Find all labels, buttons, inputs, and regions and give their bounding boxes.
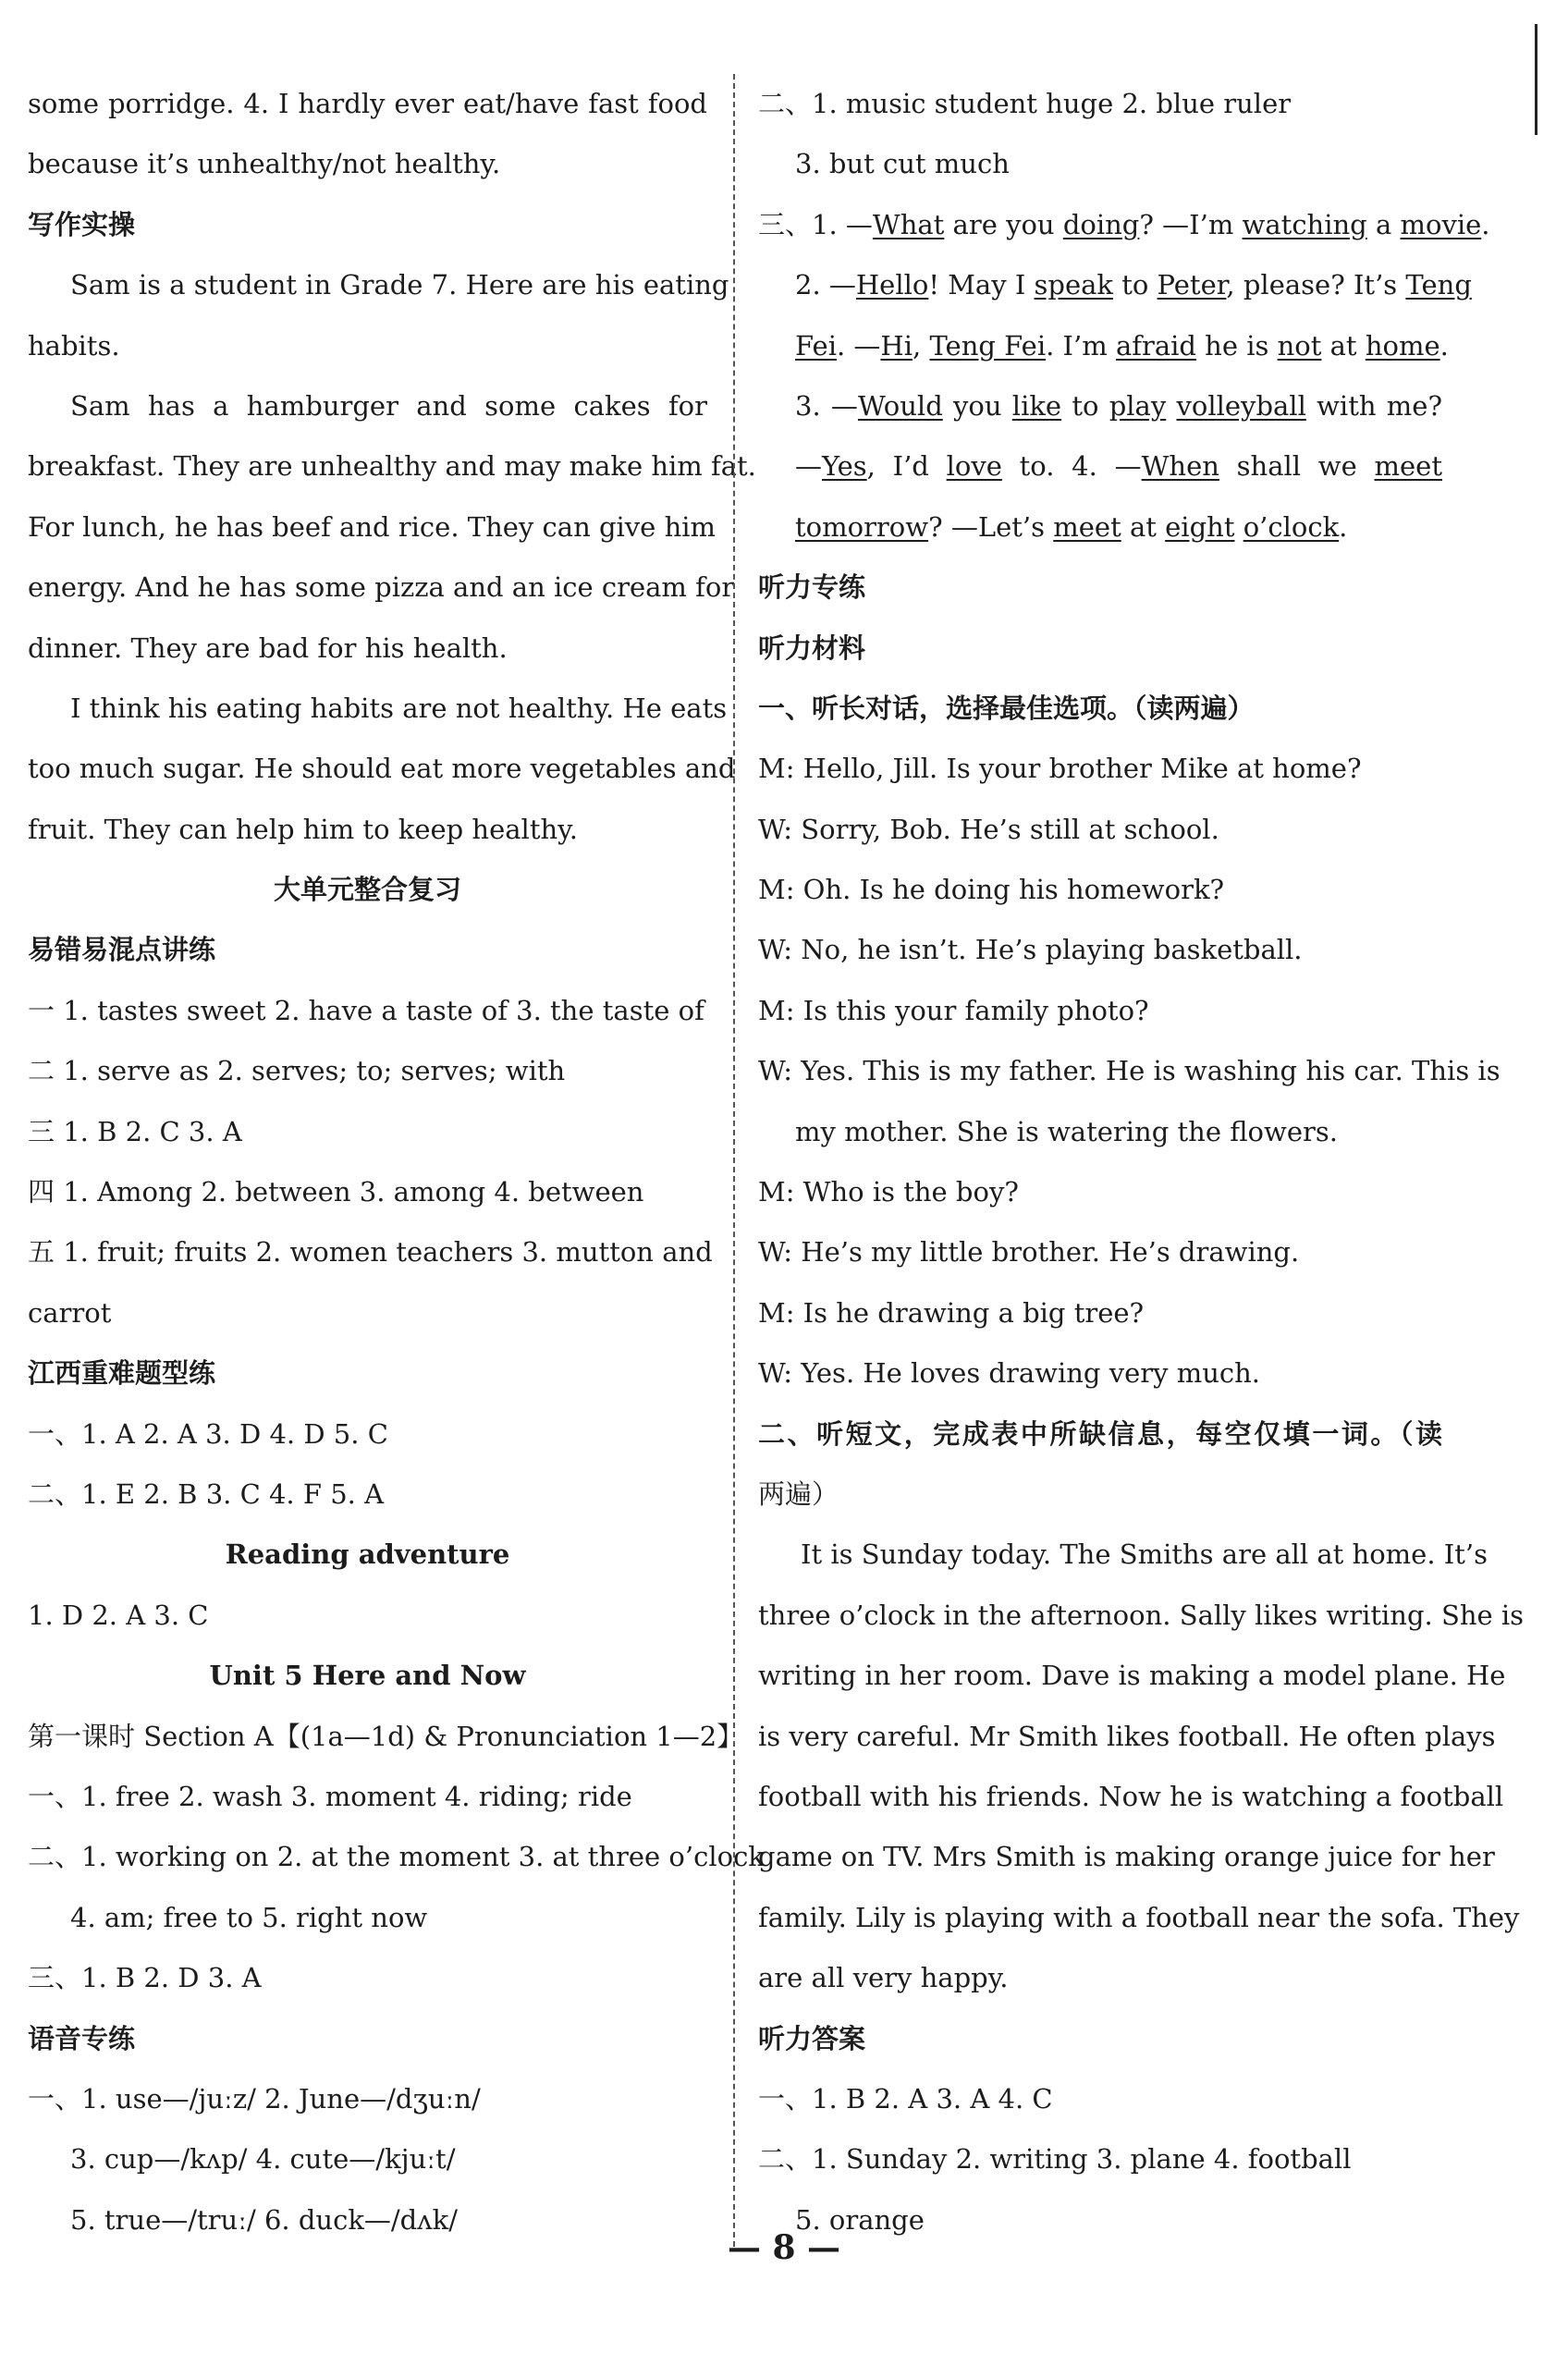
page-number: — 8 — <box>727 2228 841 2267</box>
left-line-26: 1. D 2. A 3. C <box>28 1599 209 1631</box>
right-line-31: family. Lily is playing with a football near the sofa. They <box>758 1901 1520 1933</box>
right-line-32: are all very happy. <box>758 1962 1009 1994</box>
right-line-30: game on TV. Mrs Smith is making orange juice for her <box>758 1841 1495 1873</box>
left-line-25: Reading adventure <box>225 1539 510 1571</box>
left-line-6: Sam has a hamburger and some cakes for <box>70 389 707 422</box>
right-line-6: 3. —Would you like to play volleyball with me? <box>795 389 1442 422</box>
right-line-20: W: He’s my little brother. He’s drawing. <box>758 1236 1300 1269</box>
right-line-26: three o’clock in the afternoon. Sally likes writing. She is <box>758 1599 1525 1631</box>
right-line-21: M: Is he drawing a big tree? <box>758 1296 1145 1329</box>
right-line-33: 听力答案 <box>758 2022 866 2054</box>
left-line-12: too much sugar. He should eat more vegetables and <box>28 753 736 785</box>
left-line-11: I think his eating habits are not healthy. He eats <box>70 692 728 724</box>
right-line-3: 三、1. —What are you doing? —I’m watching a movie. <box>758 208 1490 240</box>
right-line-25: It is Sunday today. The Smiths are all at home. It’s <box>801 1539 1488 1571</box>
left-line-29: 一、1. free 2. wash 3. moment 4. riding; ride <box>28 1780 632 1812</box>
right-line-27: writing in her room. Dave is making a model plane. He <box>758 1660 1506 1692</box>
left-line-1: some porridge. 4. I hardly ever eat/have fast food <box>28 88 707 119</box>
left-line-8: For lunch, he has beef and rice. They can give him <box>28 510 717 543</box>
right-line-22: W: Yes. He loves drawing very much. <box>758 1357 1261 1390</box>
left-line-21: carrot <box>28 1296 112 1329</box>
left-line-24: 二、1. E 2. B 3. C 4. F 5. A <box>28 1477 385 1510</box>
right-line-14: M: Oh. Is he doing his homework? <box>758 874 1225 906</box>
right-line-15: W: No, he isn’t. He’s playing basketball. <box>758 934 1303 966</box>
right-line-18: my mother. She is watering the flowers. <box>795 1115 1338 1147</box>
left-line-10: dinner. They are bad for his health. <box>28 631 508 664</box>
left-line-22: 江西重难题型练 <box>28 1357 216 1390</box>
right-line-23: 二、听短文，完成表中所缺信息，每空仅填一词。（读 <box>758 1417 1442 1450</box>
right-line-8: tomorrow? —Let’s meet at eight o’clock. <box>795 510 1348 543</box>
left-line-20: 五 1. fruit; fruits 2. women teachers 3. mutton and <box>28 1236 713 1269</box>
right-column <box>758 74 1525 2250</box>
left-line-4: Sam is a student in Grade 7. Here are his eating <box>70 269 729 301</box>
right-line-36: 5. orange <box>795 2203 925 2236</box>
left-line-31: 4. am; free to 5. right now <box>70 1901 428 1933</box>
right-line-7: —Yes, I’d love to. 4. —When shall we meet <box>795 450 1442 483</box>
left-line-13: fruit. They can help him to keep healthy. <box>28 813 578 845</box>
right-line-2: 3. but cut much <box>795 148 1010 180</box>
right-line-28: is very careful. Mr Smith likes football. He often plays <box>758 1720 1496 1752</box>
right-line-34: 一、1. B 2. A 3. A 4. C <box>758 2082 1053 2115</box>
left-line-18: 三 1. B 2. C 3. A <box>28 1115 242 1147</box>
right-line-12: M: Hello, Jill. Is your brother Mike at home? <box>758 753 1362 785</box>
right-line-16: M: Is this your family photo? <box>758 994 1149 1026</box>
left-line-33: 语音专练 <box>28 2022 136 2054</box>
column-divider <box>733 74 735 2247</box>
left-line-28: 第一课时 Section A【(1a—1d) & Pronunciation 1—2】 <box>28 1720 744 1752</box>
left-line-23: 一、1. A 2. A 3. D 4. D 5. C <box>28 1417 388 1450</box>
page-edge-line <box>1535 24 1537 135</box>
left-line-36: 5. true—/truː/ 6. duck—/dʌk/ <box>70 2203 458 2236</box>
left-line-2: because it’s unhealthy/not healthy. <box>28 148 501 180</box>
left-line-34: 一、1. use—/juːz/ 2. June—/dʒuːn/ <box>28 2082 481 2115</box>
right-line-17: W: Yes. This is my father. He is washing his car. This is <box>758 1055 1501 1087</box>
left-line-19: 四 1. Among 2. between 3. among 4. between <box>28 1176 644 1208</box>
right-line-10: 听力材料 <box>758 631 866 664</box>
left-column <box>28 74 765 2250</box>
right-line-4: 2. —Hello! May I speak to Peter, please? It’s Teng <box>795 269 1472 301</box>
right-line-24: 两遍） <box>758 1477 839 1510</box>
left-line-27: Unit 5 Here and Now <box>209 1660 526 1692</box>
left-line-9: energy. And he has some pizza and an ice cream for <box>28 571 735 604</box>
left-line-14: 大单元整合复习 <box>273 874 461 906</box>
right-line-11: 一、听长对话，选择最佳选项。（读两遍） <box>758 692 1255 724</box>
right-line-19: M: Who is the boy? <box>758 1176 1019 1208</box>
left-line-32: 三、1. B 2. D 3. A <box>28 1962 262 1994</box>
right-line-29: football with his friends. Now he is watching a football <box>758 1780 1504 1812</box>
left-line-17: 二 1. serve as 2. serves; to; serves; with <box>28 1055 566 1087</box>
left-line-15: 易错易混点讲练 <box>28 934 216 966</box>
right-line-35: 二、1. Sunday 2. writing 3. plane 4. football <box>758 2143 1352 2176</box>
right-line-5: Fei. —Hi, Teng Fei. I’m afraid he is not at home. <box>795 329 1449 362</box>
right-line-9: 听力专练 <box>758 571 866 604</box>
left-line-16: 一 1. tastes sweet 2. have a taste of 3. the taste of <box>28 994 704 1026</box>
right-line-1: 二、1. music student huge 2. blue ruler <box>758 88 1292 119</box>
right-line-13: W: Sorry, Bob. He’s still at school. <box>758 813 1219 845</box>
left-line-5: habits. <box>28 329 120 362</box>
left-line-30: 二、1. working on 2. at the moment 3. at three o’clock <box>28 1841 765 1873</box>
left-line-35: 3. cup—/kʌp/ 4. cute—/kjuːt/ <box>70 2143 456 2176</box>
left-line-3: 写作实操 <box>28 208 136 240</box>
left-line-7: breakfast. They are unhealthy and may make him fat. <box>28 450 756 483</box>
